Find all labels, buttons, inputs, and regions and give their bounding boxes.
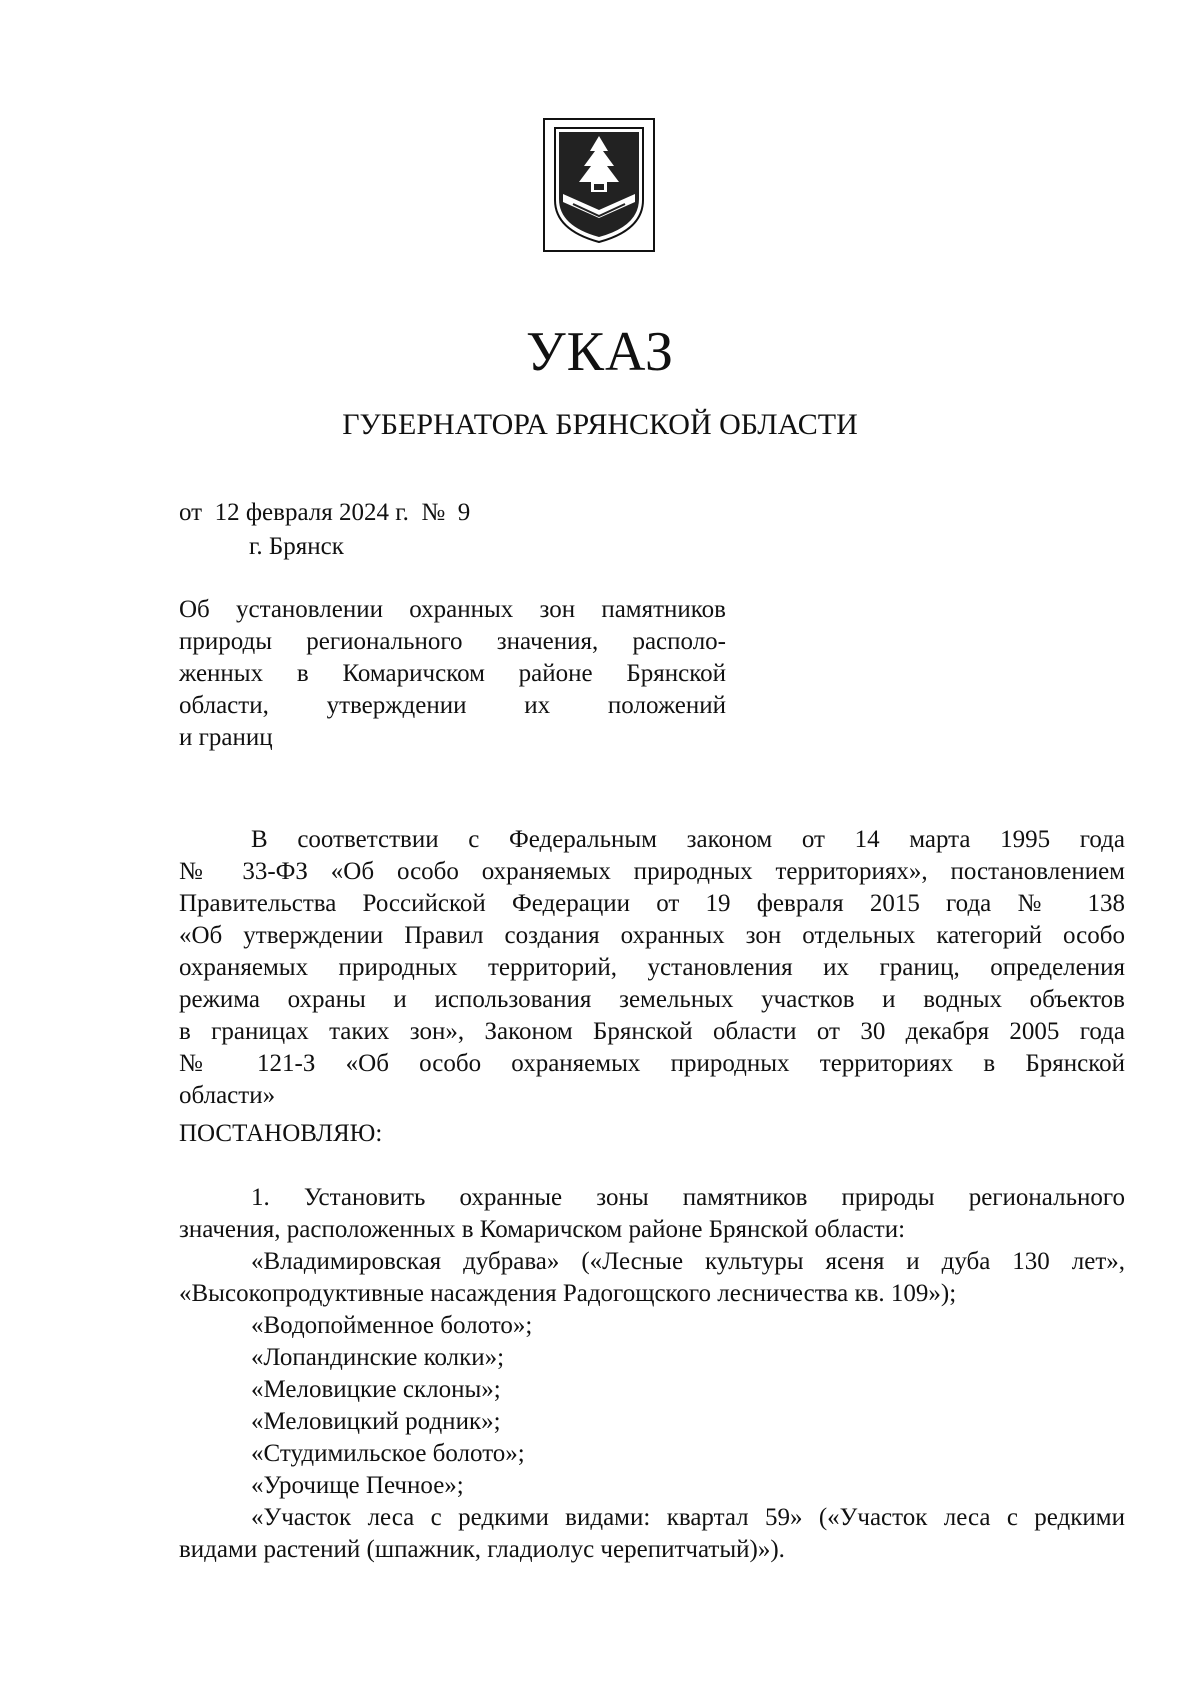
- decree-word: ПОСТАНОВЛЯЮ:: [179, 1120, 383, 1147]
- item-line: «Владимировская дубрава» («Лесные культуры ясеня и дуба 130 лет»,: [251, 1248, 1125, 1275]
- preamble-line: № 33-ФЗ «Об особо охраняемых природных территориях», постановлением: [179, 858, 1125, 885]
- item-line: значения, расположенных в Комаричском районе Брянской области:: [179, 1216, 906, 1243]
- item-line: «Водопойменное болото»;: [251, 1312, 533, 1339]
- item-line: «Студимильское болото»;: [251, 1440, 525, 1467]
- preamble-line: № 121-З «Об особо охраняемых природных территориях в Брянской: [179, 1050, 1125, 1077]
- document-date-number: от 12 февраля 2024 г. № 9: [179, 499, 471, 526]
- subject-line: женных в Комаричском районе Брянской: [179, 660, 726, 687]
- item-1-paragraph: [179, 1182, 1125, 1566]
- issuer-subtitle: ГУБЕРНАТОРА БРЯНСКОЙ ОБЛАСТИ: [342, 408, 858, 441]
- decree-block: [179, 1118, 1125, 1150]
- item-line: «Участок леса с редкими видами: квартал 59» («Участок леса с редкими: [251, 1504, 1125, 1531]
- document-subject: [179, 594, 726, 754]
- item-line: «Лопандинские колки»;: [251, 1344, 505, 1371]
- preamble-line: Правительства Российской Федерации от 19 февраля 2015 года № 138: [179, 890, 1125, 917]
- item-line: «Меловицкий родник»;: [251, 1408, 501, 1435]
- subject-line: области, утверждении их положений: [179, 692, 726, 719]
- preamble-line: в границах таких зон», Законом Брянской области от 30 декабря 2005 года: [179, 1018, 1125, 1045]
- subject-line: и границ: [179, 724, 273, 751]
- subject-line: Об установлении охранных зон памятников: [179, 596, 726, 623]
- preamble-line: режима охраны и использования земельных участков и водных объектов: [179, 986, 1125, 1013]
- preamble-line: области»: [179, 1082, 276, 1109]
- preamble-line: охраняемых природных территорий, установления их границ, определения: [179, 954, 1125, 981]
- item-line: «Высокопродуктивные насаждения Радогощского лесничества кв. 109»);: [179, 1280, 957, 1307]
- preamble-paragraph: [179, 824, 1125, 1112]
- item-line: 1. Установить охранные зоны памятников природы регионального: [251, 1184, 1125, 1211]
- item-line: «Меловицкие склоны»;: [251, 1376, 501, 1403]
- item-line: «Урочище Печное»;: [251, 1472, 464, 1499]
- document-city: г. Брянск: [249, 533, 344, 560]
- coat-of-arms-icon: [543, 118, 655, 252]
- document-type-title: УКАЗ: [525, 321, 675, 383]
- subject-line: природы регионального значения, располо-: [179, 628, 726, 655]
- preamble-line: В соответствии с Федеральным законом от 14 марта 1995 года: [251, 826, 1125, 853]
- preamble-line: «Об утверждении Правил создания охранных зон отдельных категорий особо: [179, 922, 1125, 949]
- item-line: видами растений (шпажник, гладиолус черепитчатый)»).: [179, 1536, 785, 1563]
